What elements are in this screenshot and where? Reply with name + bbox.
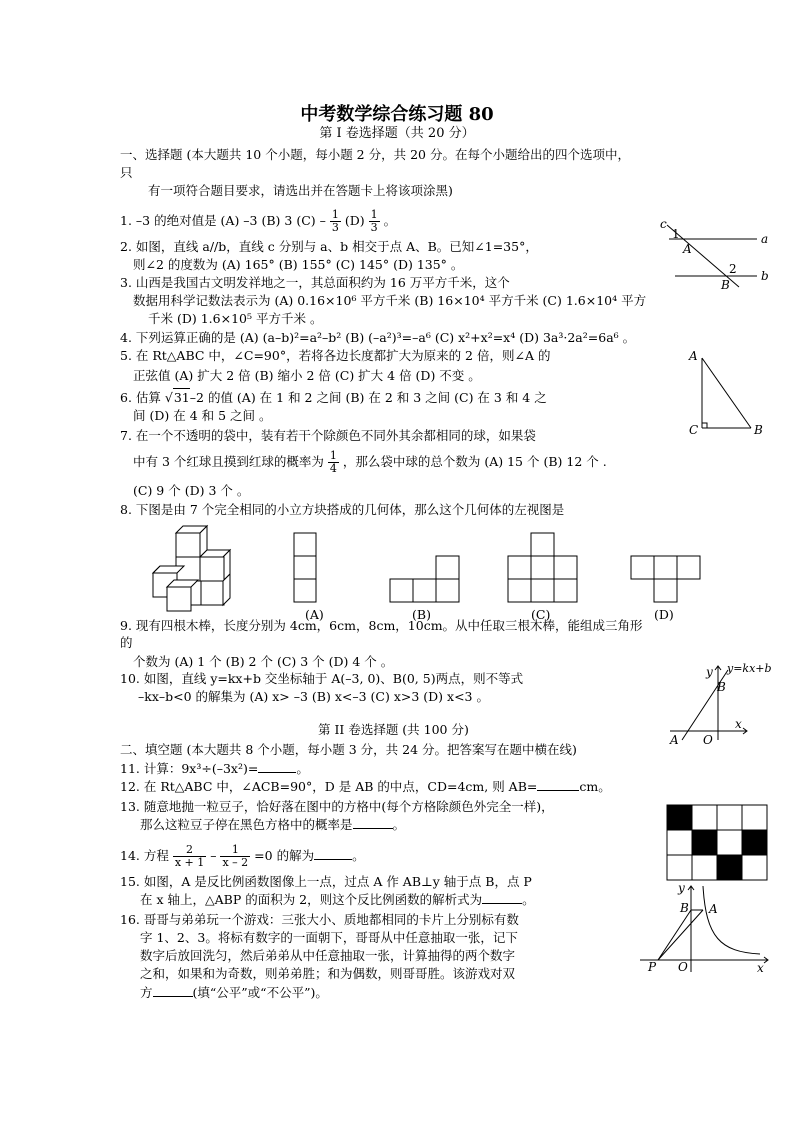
question-6-line-1: 6. 估算 √31–2 的值 (A) 在 1 和 2 之间 (B) 在 2 和 3 之间 (C) 在 3 和 4 之 [120, 390, 547, 405]
svg-text:2: 2 [729, 262, 737, 276]
question-9-line-3: 个数为 (A) 1 个 (B) 2 个 (C) 3 个 (D) 4 个 。 [133, 654, 394, 669]
question-16-line-1: 16. 哥哥与弟弟玩一个游戏：三张大小、质地都相同的卡片上分别标有数 [120, 912, 519, 927]
q8-option-c-label: (C) [531, 607, 551, 622]
svg-text:A: A [689, 349, 698, 363]
grid-cell-white [742, 805, 767, 830]
grid-cell-white [717, 830, 742, 855]
q8-option-d-label: (D) [654, 607, 674, 622]
part-one-heading: 第 I 卷选择题（共 20 分） [319, 126, 475, 141]
question-13-line-1: 13. 随意地抛一粒豆子，恰好落在图中的方格中(每个方格除颜色外完全一样)， [120, 799, 554, 814]
section-one-instruction: 有一项符合题目要求，请选出并在答题卡上将该项涂黑) [148, 183, 453, 198]
grid-cell-black [667, 805, 692, 830]
question-9-line-2: 的 [120, 635, 133, 650]
question-16-line-5: 方 (填“公平”或“不公平”)。 [140, 985, 328, 1000]
part-two-heading: 第 II 卷选择题 (共 100 分) [318, 722, 469, 737]
svg-text:x: x [735, 717, 742, 731]
svg-text:1: 1 [672, 227, 680, 241]
question-7-line-3: (C) 9 个 (D) 3 个 。 [133, 483, 250, 498]
svg-text:B: B [680, 901, 689, 915]
grid-cell-white [692, 855, 717, 880]
page-title: 中考数学综合练习题 80 [300, 104, 494, 125]
q8-option-d-figure [629, 556, 704, 606]
question-16-line-4: 之和，如果和为奇数，则弟弟胜；和为偶数，则哥哥胜。该游戏对双 [140, 966, 516, 981]
question-8: 8. 下图是由 7 个完全相同的小立方块搭成的几何体，那么这个几何体的左视图是 [120, 502, 565, 517]
question-16-line-3: 数字后放回洗匀，然后弟弟从中任意抽取一张，计算抽得的两个数字 [140, 948, 516, 963]
svg-text:y: y [706, 665, 713, 679]
question-3-line-2: 数据用科学记数法表示为 (A) 0.16×10⁶ 平方千米 (B) 16×10⁴ 平方千米 (C) 1.6×10⁴ 平方 [133, 293, 647, 308]
q8-option-a-label: (A) [305, 607, 324, 622]
svg-text:O: O [703, 733, 713, 747]
q5-right-triangle-figure [686, 348, 771, 438]
q8-option-c-figure [506, 533, 581, 605]
question-2-line-1: 2. 如图，直线 a//b，直线 c 分别与 a、b 相交于点 A、B。已知∠1=35°， [120, 239, 538, 254]
q8-cube-solid [150, 520, 240, 615]
question-14: 14. 方程 $\frac{2}{x + 1}$ – $\frac{1}{x - 2}$ =0 的解为 。 [120, 843, 365, 869]
question-10-line-2: –kx–b<0 的解集为 (A) x> –3 (B) x<–3 (C) x>3 (D) x<3 。 [138, 689, 489, 704]
svg-text:x: x [757, 961, 764, 975]
svg-text:A: A [709, 902, 718, 916]
question-9-line-1: 9. 现有四根木棒，长度分别为 4cm，6cm，8cm，10cm。从中任取三根木棒，能组成三角形 [120, 618, 643, 633]
svg-text:P: P [648, 960, 657, 974]
question-5-line-2: 正弦值 (A) 扩大 2 倍 (B) 缩小 2 倍 (C) 扩大 4 倍 (D) 不变 。 [133, 368, 481, 383]
question-7-line-2: 中有 3 个红球且摸到红球的概率为 $\frac{1}{4}$ ，那么袋中球的总个数为 (A) 15 个 (B) 12 个 . [133, 449, 607, 475]
q15-reciprocal-graph-figure [640, 882, 770, 974]
svg-text:C: C [689, 423, 699, 437]
grid-cell-black [717, 855, 742, 880]
grid-cell-white [692, 805, 717, 830]
svg-text:B: B [721, 278, 730, 292]
q8-option-a-figure [293, 533, 323, 605]
section-one-heading-wrap: 只 [120, 165, 133, 180]
grid-cell-white [742, 855, 767, 880]
section-two-heading: 二、填空题 (本大题共 8 个小题，每小题 3 分，共 24 分。把答案写在题中横在线) [120, 742, 577, 757]
question-3-line-1: 3. 山西是我国古文明发祥地之一，其总面积约为 16 万平方千米，这个 [120, 275, 510, 290]
svg-text:c: c [660, 217, 667, 231]
question-12: 12. 在 Rt△ABC 中，∠ACB=90°，D 是 AB 的中点，CD=4cm, 则 AB= cm。 [120, 779, 611, 794]
q2-parallel-lines-figure [655, 215, 775, 295]
grid-cell-white [667, 830, 692, 855]
svg-text:B: B [754, 423, 763, 437]
grid-cell-black [692, 830, 717, 855]
question-2-line-2: 则∠2 的度数为 (A) 165° (B) 155° (C) 145° (D) 135° 。 [133, 257, 464, 272]
question-15-line-1: 15. 如图，A 是反比例函数图像上一点，过点 A 作 AB⊥y 轴于点 B，点 P [120, 874, 532, 889]
question-4: 4. 下列运算正确的是 (A) (a–b)²=a²–b² (B) (–a²)³=–a⁶ (C) x²+x²=x⁴ (D) 3a³·2a²=6a⁶ 。 [120, 330, 636, 345]
question-7-line-1: 7. 在一个不透明的袋中，装有若干个除颜色不同外其余都相同的球，如果袋 [120, 428, 536, 443]
svg-text:b: b [761, 269, 769, 283]
svg-text:O: O [678, 960, 688, 974]
q10-linear-graph-figure [665, 660, 775, 750]
q13-grid-figure [666, 804, 769, 881]
svg-text:y=kx+b: y=kx+b [727, 662, 772, 675]
question-13-line-2: 那么这粒豆子停在黑色方格中的概率是 。 [140, 817, 406, 832]
question-16-line-2: 字 1、2、3。将标有数字的一面朝下，哥哥从中任意抽取一张，记下 [140, 930, 518, 945]
grid-cell-black [742, 830, 767, 855]
grid-cell-white [717, 805, 742, 830]
svg-text:A: A [670, 733, 679, 747]
svg-text:B: B [717, 680, 726, 694]
question-11: 11. 计算：9x³÷(–3x²)= 。 [120, 761, 309, 776]
svg-text:A: A [683, 242, 692, 256]
question-15-line-2: 在 x 轴上，△ABP 的面积为 2，则这个反比例函数的解析式为 。 [140, 892, 535, 907]
grid-cell-white [667, 855, 692, 880]
question-5-line-1: 5. 在 Rt△ABC 中，∠C=90°，若将各边长度都扩大为原来的 2 倍，则∠A 的 [120, 348, 551, 363]
section-one-heading: 一、选择题 (本大题共 10 个小题，每小题 2 分，共 20 分。在每个小题给出的四个选项中， [120, 147, 630, 162]
q8-option-b-label: (B) [412, 607, 431, 622]
q8-option-b-figure [388, 556, 463, 606]
question-3-line-3: 千米 (D) 1.6×10⁵ 平方千米 。 [148, 311, 323, 326]
question-1: 1. –3 的绝对值是 (A) –3 (B) 3 (C) – $\frac{1}{3}$ (D) $\frac{1}{3}$ 。 [120, 208, 397, 234]
question-6-line-2: 间 (D) 在 4 和 5 之间 。 [133, 408, 272, 423]
question-10-line-1: 10. 如图，直线 y=kx+b 交坐标轴于 A(–3, 0)、B(0, 5)两点，则不等式 [120, 671, 524, 686]
svg-text:y: y [678, 881, 685, 895]
svg-text:a: a [761, 232, 769, 246]
